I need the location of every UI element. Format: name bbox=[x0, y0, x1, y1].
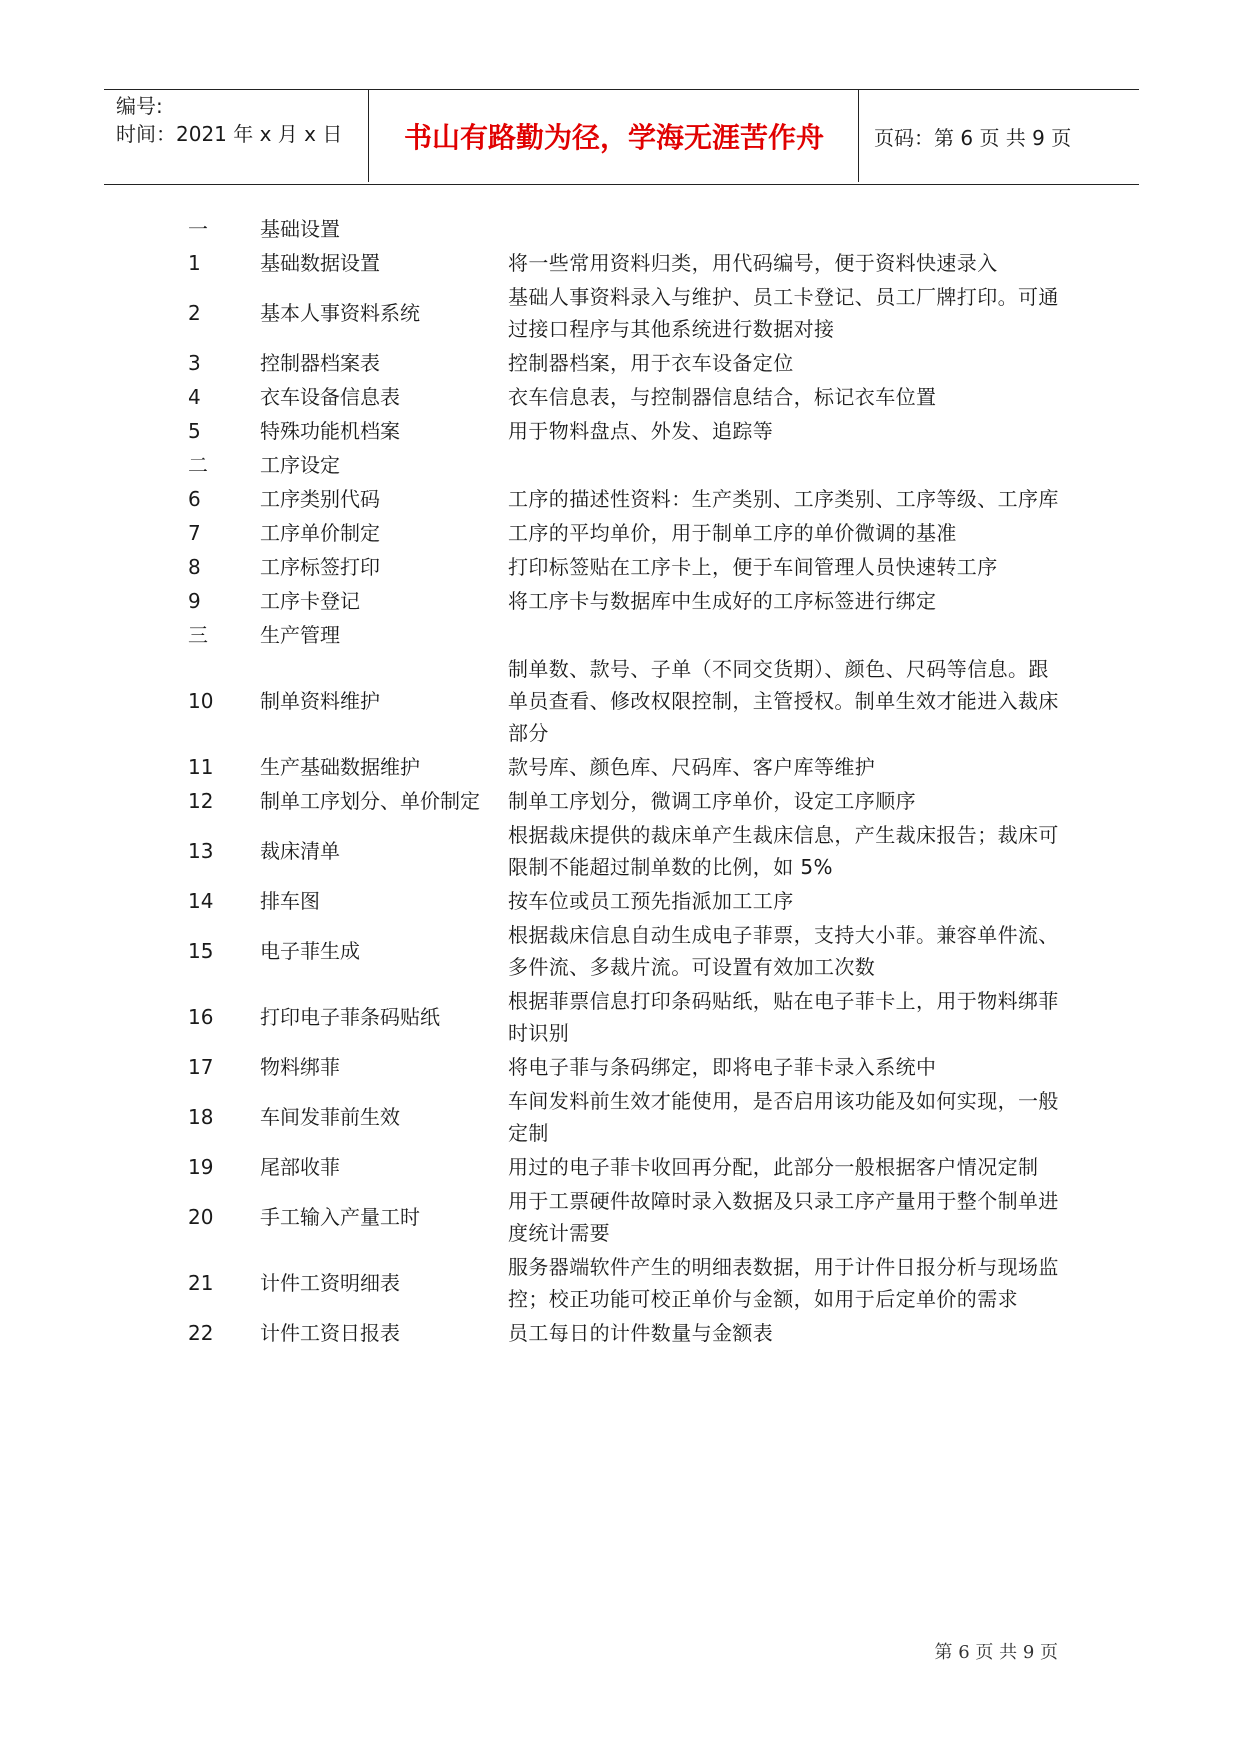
header-page-number: 页码：第 6 页 共 9 页 bbox=[874, 125, 1072, 150]
table-row bbox=[188, 585, 1088, 617]
row-name: 车间发菲前生效 bbox=[260, 1105, 400, 1129]
feature-table bbox=[188, 213, 1088, 1351]
table-row bbox=[188, 347, 1088, 379]
row-number: 3 bbox=[188, 351, 201, 375]
time-label: 时间：2021 年 x 月 x 日 bbox=[116, 122, 343, 146]
table-row bbox=[188, 415, 1088, 447]
row-description: 制单工序划分，微调工序单价，设定工序顺序 bbox=[508, 789, 916, 813]
row-number: 1 bbox=[188, 251, 201, 275]
row-name: 手工输入产量工时 bbox=[260, 1205, 420, 1229]
row-number: 14 bbox=[188, 889, 214, 913]
table-row bbox=[188, 819, 1088, 883]
row-name: 打印电子菲条码贴纸 bbox=[260, 1005, 440, 1029]
table-row bbox=[188, 381, 1088, 413]
table-row bbox=[188, 785, 1088, 817]
table-row bbox=[188, 1185, 1088, 1249]
row-number: 二 bbox=[188, 453, 208, 477]
table-row bbox=[188, 985, 1088, 1049]
row-description: 衣车信息表，与控制器信息结合，标记衣车位置 bbox=[508, 385, 937, 409]
table-row bbox=[188, 1051, 1088, 1083]
table-row bbox=[188, 885, 1088, 917]
row-number: 6 bbox=[188, 487, 201, 511]
row-name: 工序设定 bbox=[260, 453, 340, 477]
row-name: 尾部收菲 bbox=[260, 1155, 340, 1179]
row-number: 8 bbox=[188, 555, 201, 579]
row-name: 裁床清单 bbox=[260, 839, 340, 863]
table-row bbox=[188, 1085, 1088, 1149]
row-name: 基础设置 bbox=[260, 217, 340, 241]
page-footer: 第 6 页 共 9 页 bbox=[934, 1642, 1058, 1663]
row-number: 7 bbox=[188, 521, 201, 545]
row-description: 根据裁床信息自动生成电子菲票，支持大小菲。兼容单件流、多件流、多裁片流。可设置有效加工次数 bbox=[508, 923, 1059, 979]
table-row bbox=[188, 619, 1088, 651]
header-divider bbox=[858, 90, 859, 182]
row-number: 18 bbox=[188, 1105, 214, 1129]
row-description: 用于工票硬件故障时录入数据及只录工序产量用于整个制单进度统计需要 bbox=[508, 1189, 1059, 1245]
row-description: 基础人事资料录入与维护、员工卡登记、员工厂牌打印。可通过接口程序与其他系统进行数据对接 bbox=[508, 285, 1059, 341]
row-description: 将工序卡与数据库中生成好的工序标签进行绑定 bbox=[508, 589, 937, 613]
row-description: 款号库、颜色库、尺码库、客户库等维护 bbox=[508, 755, 876, 779]
row-number: 5 bbox=[188, 419, 201, 443]
row-description: 服务器端软件产生的明细表数据，用于计件日报分析与现场监控；校正功能可校正单价与金额，如用于后定单价的需求 bbox=[508, 1255, 1059, 1311]
row-number: 9 bbox=[188, 589, 201, 613]
row-number: 15 bbox=[188, 939, 214, 963]
row-description: 按车位或员工预先指派加工工序 bbox=[508, 889, 794, 913]
table-row bbox=[188, 1317, 1088, 1349]
table-row bbox=[188, 213, 1088, 245]
header-motto: 书山有路勤为径，学海无涯苦作舟 bbox=[403, 121, 824, 154]
row-name: 控制器档案表 bbox=[260, 351, 380, 375]
row-description: 控制器档案，用于衣车设备定位 bbox=[508, 351, 794, 375]
row-description: 制单数、款号、子单（不同交货期）、颜色、尺码等信息。跟单员查看、修改权限控制，主管授权。制单生效才能进入裁床部分 bbox=[508, 657, 1059, 745]
row-description: 工序的描述性资料：生产类别、工序类别、工序等级、工序库 bbox=[508, 487, 1059, 511]
table-row bbox=[188, 919, 1088, 983]
row-name: 基础数据设置 bbox=[260, 251, 380, 275]
row-name: 工序单价制定 bbox=[260, 521, 380, 545]
row-name: 计件工资明细表 bbox=[260, 1271, 400, 1295]
row-number: 4 bbox=[188, 385, 201, 409]
table-row bbox=[188, 551, 1088, 583]
row-description: 将电子菲与条码绑定，即将电子菲卡录入系统中 bbox=[508, 1055, 937, 1079]
row-name: 生产基础数据维护 bbox=[260, 755, 420, 779]
row-description: 工序的平均单价，用于制单工序的单价微调的基准 bbox=[508, 521, 957, 545]
row-number: 2 bbox=[188, 301, 201, 325]
page-header bbox=[104, 89, 1139, 185]
row-name: 电子菲生成 bbox=[260, 939, 360, 963]
table-row bbox=[188, 449, 1088, 481]
row-number: 17 bbox=[188, 1055, 214, 1079]
table-row bbox=[188, 517, 1088, 549]
row-number: 11 bbox=[188, 755, 214, 779]
row-number: 10 bbox=[188, 689, 214, 713]
row-number: 21 bbox=[188, 1271, 214, 1295]
row-description: 员工每日的计件数量与金额表 bbox=[508, 1321, 774, 1345]
header-info bbox=[116, 92, 366, 182]
row-name: 工序卡登记 bbox=[260, 589, 360, 613]
row-name: 特殊功能机档案 bbox=[260, 419, 400, 443]
row-description: 用过的电子菲卡收回再分配，此部分一般根据客户情况定制 bbox=[508, 1155, 1039, 1179]
row-name: 基本人事资料系统 bbox=[260, 301, 420, 325]
row-name: 制单工序划分、单价制定 bbox=[260, 789, 480, 813]
header-divider bbox=[368, 90, 369, 182]
row-number: 一 bbox=[188, 217, 208, 241]
row-name: 衣车设备信息表 bbox=[260, 385, 400, 409]
row-name: 工序类别代码 bbox=[260, 487, 380, 511]
table-row bbox=[188, 247, 1088, 279]
row-number: 20 bbox=[188, 1205, 214, 1229]
number-label: 编号: bbox=[116, 94, 163, 118]
row-number: 三 bbox=[188, 623, 208, 647]
row-description: 打印标签贴在工序卡上，便于车间管理人员快速转工序 bbox=[508, 555, 998, 579]
table-row bbox=[188, 483, 1088, 515]
row-name: 物料绑菲 bbox=[260, 1055, 340, 1079]
row-number: 16 bbox=[188, 1005, 214, 1029]
table-row bbox=[188, 653, 1088, 749]
table-row bbox=[188, 1151, 1088, 1183]
row-number: 22 bbox=[188, 1321, 214, 1345]
row-name: 计件工资日报表 bbox=[260, 1321, 400, 1345]
row-name: 生产管理 bbox=[260, 623, 340, 647]
row-description: 将一些常用资料归类，用代码编号，便于资料快速录入 bbox=[508, 251, 998, 275]
table-row bbox=[188, 281, 1088, 345]
row-number: 12 bbox=[188, 789, 214, 813]
row-description: 车间发料前生效才能使用，是否启用该功能及如何实现，一般定制 bbox=[508, 1089, 1059, 1145]
row-description: 用于物料盘点、外发、追踪等 bbox=[508, 419, 774, 443]
row-number: 19 bbox=[188, 1155, 214, 1179]
table-row bbox=[188, 1251, 1088, 1315]
row-number: 13 bbox=[188, 839, 214, 863]
table-row bbox=[188, 751, 1088, 783]
row-name: 工序标签打印 bbox=[260, 555, 380, 579]
row-name: 排车图 bbox=[260, 889, 320, 913]
row-description: 根据菲票信息打印条码贴纸，贴在电子菲卡上，用于物料绑菲时识别 bbox=[508, 989, 1059, 1045]
row-name: 制单资料维护 bbox=[260, 689, 380, 713]
row-description: 根据裁床提供的裁床单产生裁床信息，产生裁床报告；裁床可限制不能超过制单数的比例，如 5% bbox=[508, 823, 1059, 879]
